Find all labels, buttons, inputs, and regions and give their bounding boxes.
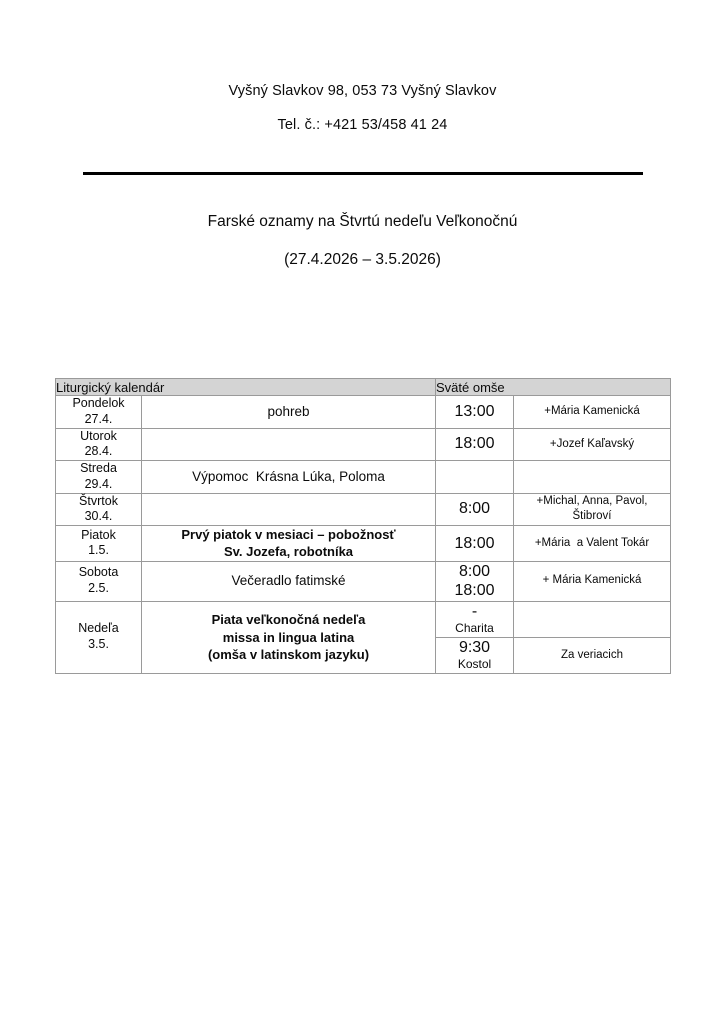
parish-phone: Tel. č.: +421 53/458 41 24 <box>277 116 448 133</box>
mass-intention-cell <box>514 637 671 673</box>
mass-time: 18:00 <box>454 435 495 453</box>
header-holy-masses: Sväté omše <box>436 379 671 396</box>
mass-intention-line: +Mária Kamenická <box>544 405 640 418</box>
header-liturgical-calendar: Liturgický kalendár <box>56 379 436 396</box>
mass-time-cell <box>436 526 514 562</box>
day-name: Utorok <box>80 428 117 443</box>
day-cell <box>56 396 142 429</box>
day-cell <box>56 526 142 562</box>
mass-time: 9:30 <box>458 638 491 656</box>
mass-intention-line: +Mária a Valent Tokár <box>534 536 650 549</box>
description-line: pohreb <box>267 403 310 419</box>
mass-time-cell <box>436 493 514 526</box>
day-date: 1.5. <box>88 543 109 558</box>
table-header-row <box>56 379 671 396</box>
mass-time-cell <box>436 428 514 461</box>
day-date: 2.5. <box>88 581 109 596</box>
mass-intention-cell <box>514 461 671 494</box>
mass-time-cell <box>436 561 514 601</box>
day-name: Piatok <box>81 527 116 542</box>
description-cell <box>142 461 436 494</box>
bulletin-title-block <box>0 214 725 267</box>
day-name: Štvrtok <box>79 493 118 508</box>
table-row <box>56 526 671 562</box>
description-line: Sv. Jozefa, robotníka <box>223 544 354 560</box>
mass-time: 8:00 <box>458 500 491 518</box>
description-cell <box>142 526 436 562</box>
mass-time: 18:00 <box>454 534 495 552</box>
header-divider-rule <box>83 172 643 175</box>
table-row <box>56 428 671 461</box>
parish-address: Vyšný Slavkov 98, 053 73 Vyšný Slavkov <box>228 83 497 99</box>
schedule-table-wrapper <box>55 378 670 674</box>
schedule-table <box>55 378 671 674</box>
mass-intention-line: Štibroví <box>572 510 612 523</box>
description-line: Prvý piatok v mesiaci – pobožnosť <box>181 527 396 542</box>
day-cell <box>56 428 142 461</box>
mass-intention-cell <box>514 493 671 526</box>
mass-time: 8:00 <box>458 562 491 580</box>
mass-intention-cell <box>514 526 671 562</box>
mass-intention-cell <box>514 561 671 601</box>
day-cell <box>56 601 142 673</box>
mass-time: 18:00 <box>454 582 495 600</box>
page-title: Farské oznamy na Štvrtú nedeľu Veľkonočnú <box>207 213 518 230</box>
mass-intention-line: Za veriacich <box>561 648 624 661</box>
mass-time-cell <box>436 396 514 429</box>
mass-time-cell <box>436 601 514 637</box>
schedule-table-body <box>56 396 671 674</box>
date-range: (27.4.2026 – 3.5.2026) <box>284 250 441 268</box>
mass-time-cell <box>436 461 514 494</box>
day-cell <box>56 461 142 494</box>
description-cell <box>142 428 436 461</box>
mass-location: Charita <box>455 621 494 636</box>
table-row <box>56 461 671 494</box>
day-cell <box>56 493 142 526</box>
table-row <box>56 601 671 637</box>
day-date: 28.4. <box>84 444 113 459</box>
description-line: Výpomoc Krásna Lúka, Poloma <box>192 468 385 484</box>
day-date: 30.4. <box>84 509 113 524</box>
mass-intention-line: +Jozef Kaľavský <box>549 437 635 450</box>
table-row <box>56 493 671 526</box>
description-cell <box>142 493 436 526</box>
day-cell <box>56 561 142 601</box>
day-name: Sobota <box>78 565 119 580</box>
mass-intention-line: + Mária Kamenická <box>542 574 642 587</box>
day-date: 29.4. <box>84 476 113 491</box>
day-date: 3.5. <box>88 637 109 652</box>
table-row <box>56 561 671 601</box>
mass-location: Kostol <box>457 657 492 672</box>
mass-time: 13:00 <box>454 402 495 420</box>
description-cell <box>142 601 436 673</box>
mass-intention-cell <box>514 428 671 461</box>
day-name: Pondelok <box>72 396 125 410</box>
day-date: 27.4. <box>84 411 113 426</box>
description-line: missa in lingua latina <box>222 629 355 645</box>
mass-time: - <box>471 602 478 620</box>
day-name: Nedeľa <box>78 621 119 636</box>
description-cell <box>142 396 436 429</box>
mass-intention-cell <box>514 601 671 637</box>
mass-time-cell <box>436 637 514 673</box>
description-line: (omša v latinskom jazyku) <box>207 646 370 662</box>
description-line: Večeradlo fatimské <box>231 573 346 589</box>
parish-header <box>0 84 725 132</box>
day-name: Streda <box>80 461 117 475</box>
mass-intention-line: +Michal, Anna, Pavol, <box>536 495 648 508</box>
description-cell <box>142 561 436 601</box>
description-line: Piata veľkonočná nedeľa <box>211 612 366 628</box>
mass-intention-cell <box>514 396 671 429</box>
table-row <box>56 396 671 429</box>
